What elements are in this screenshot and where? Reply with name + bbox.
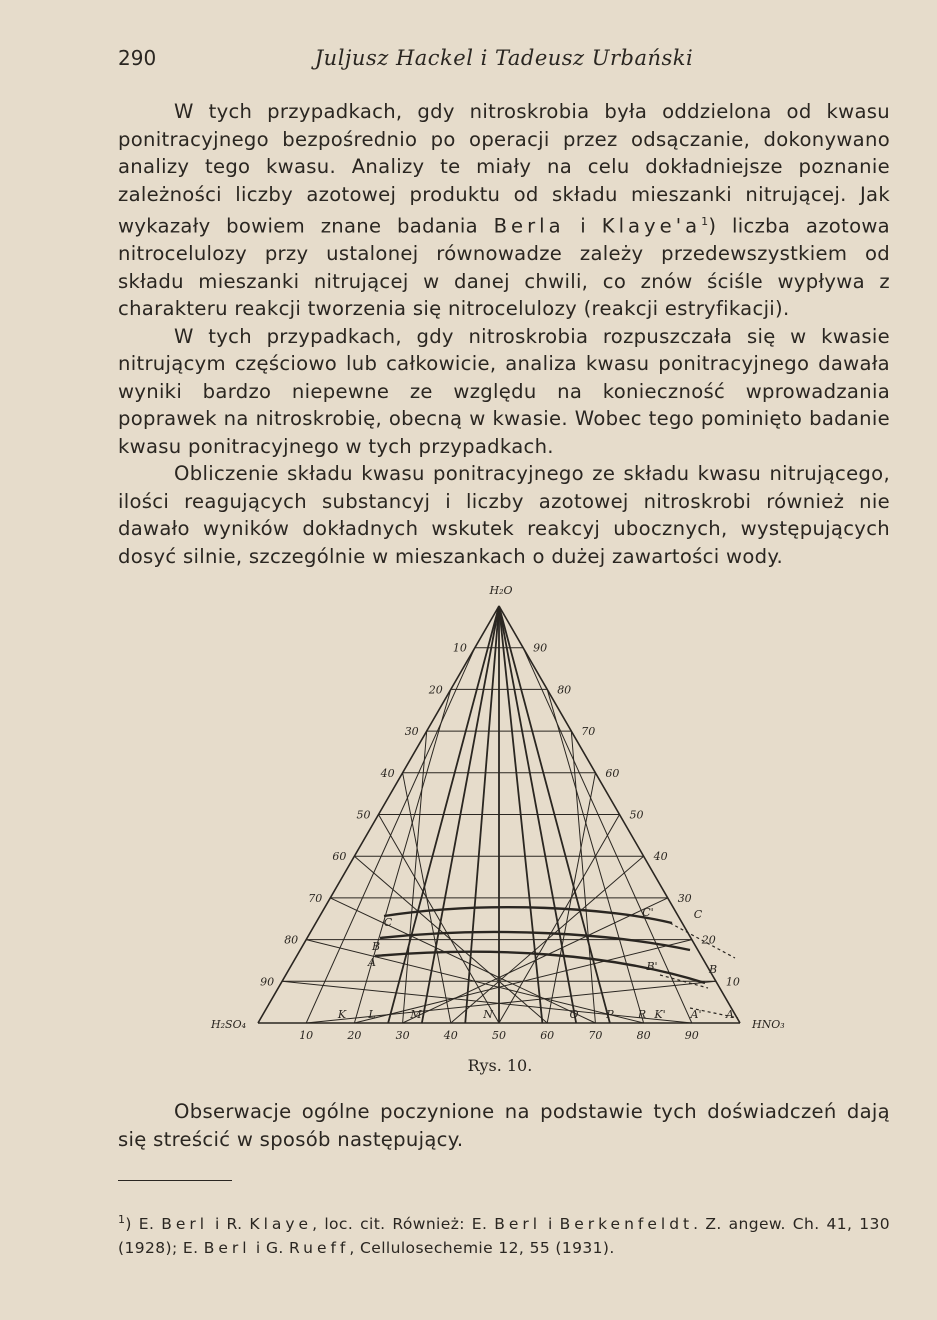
bottom-tick-label: 20	[347, 1029, 362, 1042]
left-tick-label: 10	[452, 641, 467, 655]
bottom-tick-label: 70	[588, 1029, 603, 1042]
base-point-label: A'	[690, 1008, 702, 1021]
footnote-name-2: Klaye	[249, 1215, 313, 1234]
base-point-label: L	[368, 1008, 376, 1021]
figure-caption: Rys. 10.	[467, 1056, 533, 1075]
footnote-text-a: ) E.	[125, 1215, 162, 1234]
ternary-diagram-svg	[190, 578, 790, 1048]
bottom-tick-label: 40	[443, 1029, 458, 1042]
right-tick-label: 30	[677, 891, 692, 905]
footnote-name-1: Berl	[161, 1215, 209, 1234]
footnote-text-b: , loc. cit. Również: E.	[312, 1215, 495, 1234]
footnote-name-4: Berkenfeldt	[559, 1215, 694, 1234]
paragraph-3: Obliczenie składu kwasu ponitracyjnego ze składu kwasu nitrującego, ilości reagujących substancyj i liczby azotowej nitroskrobi również nie dawało wyników dokładnych wskutek reakcyj ubocznych, występujących dosyć silnie, szczególnie w mieszankach o dużej zawartości wody.	[118, 462, 890, 568]
author-name-klaye: Klaye'a	[601, 214, 702, 238]
footnote-and-2: i	[541, 1215, 560, 1234]
grid-line-b	[523, 648, 692, 1023]
paragraph-2: W tych przypadkach, gdy nitroskrobia rozpuszczała się w kwasie nitrującym częściowo lub całkowicie, analiza kwasu ponitracyjnego dawała wyniki bardzo niepewne ze względu na konieczność wprowadzania poprawek na nitroskrobię, obecną w kwasie. Wobec tego pominięto badanie kwasu ponitracyjnego w tych przypadkach.	[118, 324, 890, 458]
left-tick-label: 20	[428, 683, 443, 697]
footnote-rule	[118, 1180, 232, 1181]
base-point-label: O	[569, 1008, 579, 1021]
right-tick-label: 80	[557, 683, 572, 697]
dashed-tie-lines	[660, 923, 738, 1018]
right-tick-label: 90	[533, 641, 548, 655]
curve-point-label: C	[693, 908, 703, 921]
page-number: 290	[118, 46, 157, 70]
closing-paragraph	[118, 1098, 890, 1153]
bottom-tick-label: 90	[684, 1029, 699, 1042]
right-tick-label: 10	[725, 975, 740, 989]
bottom-tick-label: 80	[636, 1029, 651, 1042]
apex-label-hno3: HNO₃	[752, 1018, 785, 1031]
base-point-label: P	[606, 1008, 614, 1021]
base-point-label: K'	[654, 1008, 666, 1021]
bottom-tick-label: 10	[299, 1029, 314, 1042]
footnote-text-c: . Z. angew. Ch. 41, 130 (1928); E.	[118, 1215, 890, 1258]
right-tick-label: 60	[605, 766, 620, 780]
apex-label-h2so4: H₂SO₄	[211, 1018, 246, 1031]
left-tick-label: 70	[308, 891, 323, 905]
page-header	[118, 46, 890, 76]
ternary-diagram	[190, 578, 790, 1048]
curve-point-label: C'	[642, 906, 654, 919]
bottom-tick-label: 30	[395, 1029, 410, 1042]
left-tick-label: 30	[404, 725, 419, 739]
right-tick-label: 20	[701, 933, 716, 947]
left-tick-label: 50	[356, 808, 371, 822]
footnote-name-5: Berl	[203, 1239, 251, 1258]
body-text	[118, 98, 890, 570]
curve-c	[384, 907, 672, 923]
footnote-marker: 1	[118, 1213, 126, 1226]
base-point-label: A	[726, 1008, 734, 1021]
base-point-label: N	[483, 1008, 493, 1021]
paragraph-1	[118, 98, 890, 323]
footnote-name-3: Berl	[494, 1215, 542, 1234]
left-tick-label: 40	[380, 766, 395, 780]
curve-point-label: B	[371, 940, 381, 953]
curve-point-label: A	[368, 956, 376, 969]
bottom-tick-label: 50	[492, 1029, 506, 1042]
footnote-and-1: i R.	[208, 1215, 250, 1234]
base-point-label: K	[337, 1008, 347, 1021]
closing-text: Obserwacje ogólne poczynione na podstawie tych doświadczeń dają się streścić w sposób następujący.	[118, 1100, 890, 1151]
right-tick-label: 70	[581, 725, 596, 739]
base-point-label: R	[637, 1008, 647, 1021]
left-tick-label: 80	[284, 933, 299, 947]
curve-point-label: B'	[646, 960, 658, 973]
apex-label-h2o: H₂O	[489, 584, 513, 597]
footnote-ref: 1	[701, 215, 709, 228]
left-tick-label: 60	[332, 850, 347, 864]
right-tick-label: 40	[653, 850, 668, 864]
curve-point-label: C	[383, 916, 393, 929]
footnote	[118, 1208, 890, 1260]
bottom-tick-label: 60	[540, 1029, 555, 1042]
left-tick-label: 90	[260, 975, 275, 989]
paragraph-1-text-b: ) liczba azotowa nitrocelulozy przy ustalonej równowadze zależy przedewszystkiem od składu mieszanki nitrującej w danej chwili, co znów ściśle wypływa z charakteru reakcji tworzenia się nitrocelulozy (reakcji estryfikacji).	[118, 214, 890, 321]
paragraph-1-and: i	[564, 214, 602, 238]
footnote-and-3: i G.	[250, 1239, 290, 1258]
running-title: Juljusz Hackel i Tadeusz Urbański	[314, 46, 694, 70]
right-tick-label: 50	[629, 808, 644, 822]
footnote-name-6: Rueff	[289, 1239, 350, 1258]
curve-point-label: B	[708, 963, 718, 976]
footnote-text-d: , Cellulosechemie 12, 55 (1931).	[349, 1239, 615, 1258]
author-name-berl: Berla	[493, 214, 565, 238]
base-point-label: M	[410, 1008, 422, 1021]
paragraph-1-text-a: W tych przypadkach, gdy nitroskrobia była oddzielona od kwasu ponitracyjnego bezpośrednio po operacji przez odsączanie, dokonywano analizy tego kwasu. Analizy te miały na celu dokładniejsze poznanie zależności liczby azotowej produktu od składu mieszanki nitrującej. Jak wykazały bowiem znane badania	[118, 100, 890, 238]
